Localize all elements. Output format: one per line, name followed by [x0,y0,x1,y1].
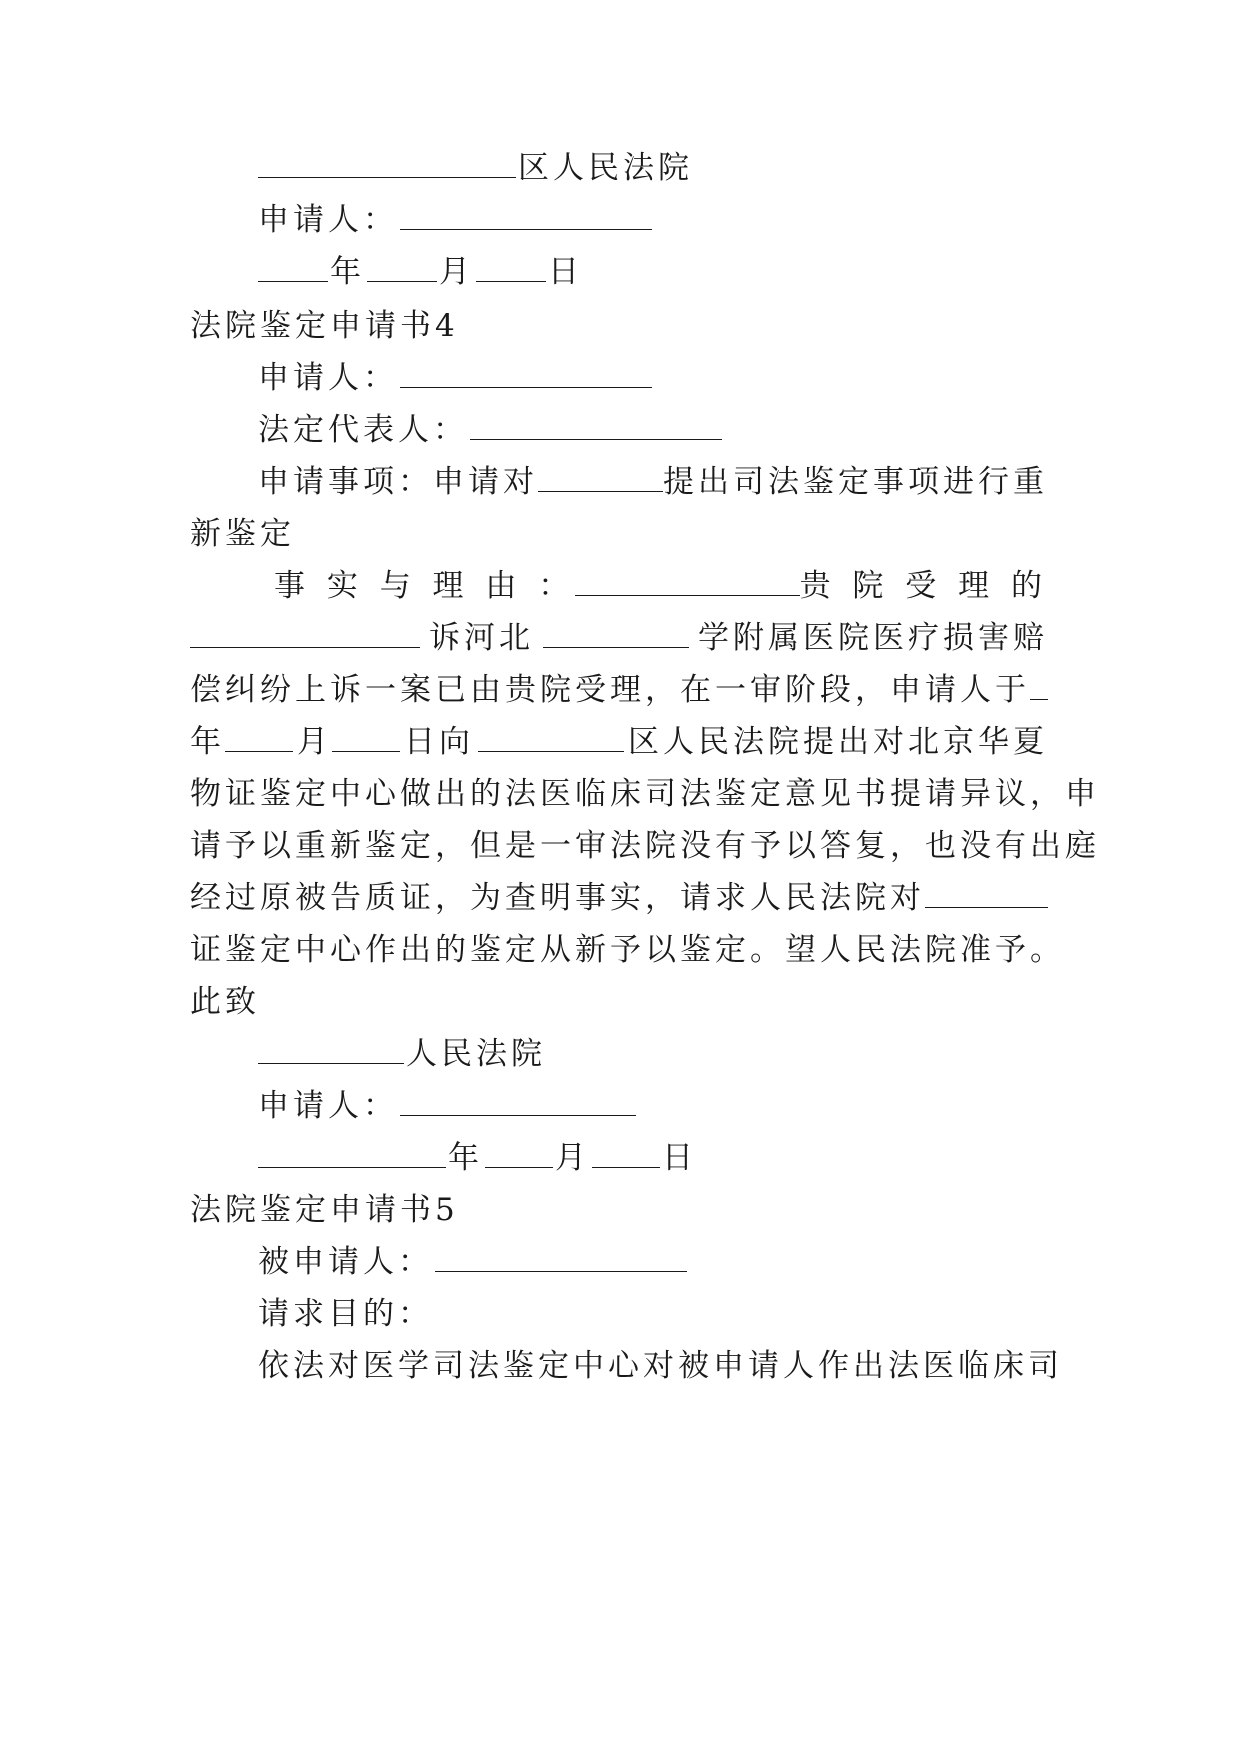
legal-rep-label: 法定代表人： [258,412,468,448]
applicant-line [258,200,654,240]
blank-field [225,725,293,752]
paragraph-text: 医学司法鉴定中心对被申请人作出法医临床司 [363,1348,1063,1384]
applicant-line [258,1086,638,1126]
applicant-label: 申请人： [258,360,398,396]
year-label: 年 [330,254,365,290]
blank-field [258,1037,404,1064]
blank-field [400,1089,636,1116]
paragraph-text: 新鉴定 [190,516,295,552]
paragraph-line [190,774,1100,814]
day-label: 日 [548,254,583,290]
request-items-text-a: 申请事项：申请对 [258,464,538,500]
section-heading-4 [190,306,459,346]
facts-reasons-text: 贵 院 受 理 的 [799,568,1048,604]
applicant-label: 申请人： [258,202,398,238]
applicant-label: 申请人： [258,1088,398,1124]
blank-field [543,621,689,648]
paragraph-text: 日向 [404,724,474,760]
salutation-text: 此致 [190,984,260,1020]
section-heading-5 [190,1190,459,1230]
blank-field [470,413,722,440]
paragraph-text: 区人民法院提出对北京华夏 [628,724,1048,760]
request-purpose-line [258,1294,433,1334]
blank-field [478,725,624,752]
court-name-line [258,148,693,188]
paragraph-text: 证鉴定中心作出的鉴定从新予以鉴定。望人民法院准予。 [190,932,1065,968]
month-label: 月 [439,254,474,290]
paragraph-text: 年 [190,724,221,760]
facts-reasons-label: 事 实 与 理 由 ： [274,568,576,604]
blank-field [400,361,652,388]
blank-field [332,725,400,752]
blank-field [925,881,1048,908]
paragraph-text: 请予以重新鉴定，但是一审法院没有予以答复，也没有出庭 [190,828,1100,864]
paragraph-text: 诉河北 [429,620,534,656]
blank-field [476,255,546,282]
applicant-line [258,358,654,398]
blank-field [400,203,652,230]
paragraph-line [190,826,1100,866]
respondent-line [258,1242,689,1282]
facts-reasons-line [274,566,1048,606]
day-label: 日 [662,1140,697,1176]
request-purpose-label: 请求目的： [258,1296,433,1332]
respondent-label: 被申请人： [258,1244,433,1280]
paragraph-line [190,722,1048,762]
blank-field [485,1141,553,1168]
paragraph-text: 偿纠纷上诉一案已由贵院受理，在一审阶段，申请人于 [190,672,1030,708]
year-label: 年 [448,1140,483,1176]
month-label: 月 [555,1140,590,1176]
blank-field [1030,673,1048,700]
paragraph-line [190,618,1048,658]
blank-field [435,1245,687,1272]
date-line [258,252,583,292]
paragraph-line [190,930,1065,970]
paragraph-text: 月 [297,724,328,760]
paragraph-text: 物证鉴定中心做出的法医临床司法鉴定意见书提请异议，申 [190,776,1100,812]
blank-field [592,1141,660,1168]
paragraph-line [190,670,1048,710]
court-name-suffix: 区人民法院 [518,150,693,186]
paragraph-line [190,514,295,554]
request-items-line [258,462,1048,502]
request-items-text-b: 提出司法鉴定事项进行重 [663,464,1048,500]
blank-field [258,1141,446,1168]
blank-field [367,255,437,282]
blank-field [258,151,516,178]
date-line [258,1138,697,1178]
closing-salutation [190,982,260,1022]
section-title: 法院鉴定申请书5 [190,1192,459,1228]
blank-field [538,465,663,492]
legal-rep-line [258,410,724,450]
paragraph-text: 经过原被告质证，为查明事实，请求人民法院对 [190,880,925,916]
section-title: 法院鉴定申请书4 [190,308,459,344]
blank-field [190,621,420,648]
court-name-line [258,1034,546,1074]
blank-field [258,255,328,282]
blank-field [575,569,799,596]
paragraph-line [190,878,1048,918]
paragraph-text: 学附属医院医疗损害赔 [698,620,1048,656]
court-name-suffix: 人民法院 [406,1036,546,1072]
paragraph-line [258,1346,1063,1386]
paragraph-text: 依法对 [258,1348,363,1384]
